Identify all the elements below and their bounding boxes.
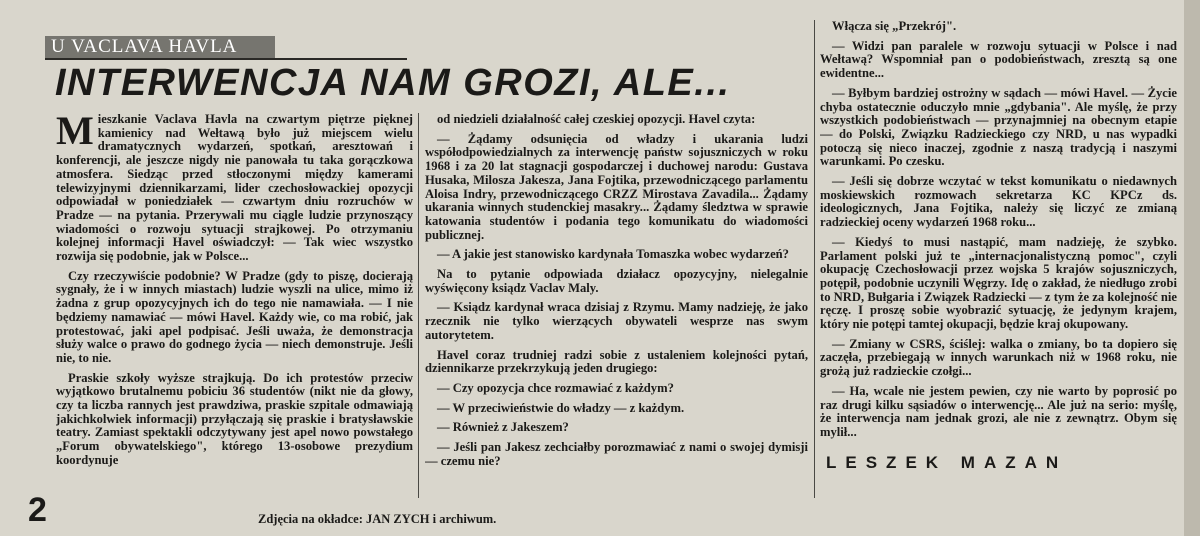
paragraph: Na to pytanie odpowiada działacz opozycyjny, nielegalnie wyświęcony ksiądz Vaclav Maly. xyxy=(425,267,808,295)
paragraph: Czy rzeczywiście podobnie? W Pradze (gdy to piszę, docierają sygnały, że i w innych miastach) ludzie wyszli na ulice, mimo iż żadna z grup opozycyjnych ich do tego nie namawiała. — I nie będziemy namawiać — mówi Havel. Każdy wie, co ma robić, jak protestować, jaki apel podpisać. Jeśli uważa, że demonstracja służy walce o prawo do godnego życia — niech demonstruje. Jeśli nie, to nie. xyxy=(56,268,413,365)
paragraph: Havel coraz trudniej radzi sobie z ustaleniem kolejności pytań, dziennikarze przekrzykują jeden drugiego: xyxy=(425,347,808,376)
paragraph: — W przeciwieństwie do władzy — z każdym. xyxy=(437,400,685,415)
author-signature: LESZEK MAZAN xyxy=(826,453,1068,472)
paragraph: — Byłbym bardziej ostrożny w sądach — mówi Havel. — Życie chyba ostatecznie oduczyło mnie „gdybania". Ale myślę, że przy wszystkich podobieństwach — przynajmniej na obecnym etapie — do Polski, Związku Radzieckiego czy NRD, u nas wypadki potoczą się nieco inaczej, zgodnie z naszą tradycją i naszymi warunkami. Po czesku. xyxy=(820,85,1177,169)
paragraph: — Żądamy odsunięcia od władzy i ukarania ludzi współodpowiedzialnych za interwencję państw sojuszniczych w roku 1968 i za 20 lat stagnacji gospodarczej i duchowej narodu: Gustava Husaka, Milosza Jakesza, Jana Fojtika, przewodniczącego parlamentu Aloisa Indry, przewodniczącego CRZZ Mirostava Zavadila... Żądamy ukarania winnych studenckiej masakry... Żądamy śledztwa w sprawie katowania studentów i podania tego komunikatu do wiadomości publicznej. xyxy=(425,131,808,242)
section-kicker: U VACLAVA HAVLA xyxy=(45,36,275,58)
lead-paragraph-text: ieszkanie Vaclava Havla na czwartym piętrze pięknej kamienicy nad Wełtawą było już miejscem wielu dramatycznych wydarzeń, spotkań, aresztowań i konferencji, ale jeszcze nigdy nie panowała tu taka gorączkowa atmosfera. Siedząc przed stłoczonymi między kamerami telewizyjnymi dziennikarzami, lider czechosłowackiej opozycji odpowiadał w poniedziałek — czwartym dniu rozruchów w Pradze — na pytania. Przerywali mu ciągle ludzie przynoszący wiadomości o rozwoju sytuacji strajkowej. Po otrzymaniu kolejnej informacji Havel oświadczył: — Tak wiec wszystko rozwija się podobnie, jak w Polsce... xyxy=(56,113,413,264)
paragraph: Włącza się „Przekrój". xyxy=(832,20,957,33)
article-headline: INTERWENCJA NAM GROZI, ALE... xyxy=(55,62,731,104)
photo-credit-caption: Zdjęcia na okładce: JAN ZYCH i archiwum. xyxy=(258,512,497,526)
paragraph: — Jeśli się dobrze wczytać w tekst komunikatu o niedawnych moskiewskich rozmowach sekretarza KC KPCz ds. ideologicznych, Jana Fojtika, należy się liczyć ze zmianą radzieckiej oceny wydarzeń 1968 roku... xyxy=(820,174,1177,230)
page-edge-shadow xyxy=(1184,0,1200,536)
paragraph: — Zmiany w CSRS, ściślej: walka o zmiany, bo ta dopiero się zaczęła, przebiegają w innych warunkach niż w 1968 roku, nie grożą już radzieckie czołgi... xyxy=(820,336,1177,379)
paragraph: Praskie szkoły wyższe strajkują. Do ich protestów przeciw wyjątkowo brutalnemu pobiciu 36 studentów (nikt nie da głowy, czy ta liczba rannych jest prawdziwa, praskie szpitale odmawiają jakichkolwiek informacji) przyłączają się praskie i bratysławskie teatry. Zamiast spektakli odczytywany jest apel nowo powstałego „Forum obywatelskiego", którego 13-osobowe prezydium koordynuje xyxy=(56,370,413,467)
drop-cap: M xyxy=(56,113,94,153)
paragraph: — Czy opozycja chce rozmawiać z każdym? xyxy=(437,380,674,395)
article-column-3 xyxy=(820,20,1177,455)
paragraph: — A jakie jest stanowisko kardynała Tomaszka wobec wydarzeń? xyxy=(437,247,789,262)
article-column-2 xyxy=(425,113,808,503)
article-column-1 xyxy=(56,113,413,503)
paragraph: — Jeśli pan Jakesz zechciałby porozmawiać z nami o swojej dymisji — czemu nie? xyxy=(425,440,808,468)
paragraph: — Ksiądz kardynał wraca dzisiaj z Rzymu. Mamy nadzieję, że jako rzecznik nie tylko wierzących obywateli wesprze nas swym autorytetem. xyxy=(425,300,808,342)
column-divider xyxy=(418,113,419,498)
lead-paragraph xyxy=(56,113,413,264)
paragraph: — Ha, wcale nie jestem pewien, czy nie warto by poprosić po raz drugi kilku sąsiadów o interwencję... Ale już na serio: myślę, że interwencja nam jednak grozi, ale nie z zewnątrz. Obym się mylił... xyxy=(820,383,1177,439)
column-divider xyxy=(814,20,815,498)
paragraph: — Również z Jakeszem? xyxy=(437,420,569,435)
paragraph: — Kiedyś to musi nastąpić, mam nadzieję, że szybko. Parlament polski już te „internacjonalistyczną pomoc", czyli okupację Czechosłowacji przez wojska 5 krajów sojuszniczych, potępił, podobnie uczynili Węgrzy. Idę o zakład, że niedługo zrobi to NRD, Bułgaria i Związek Radziecki — z tym że za kolejność nie ręczę. I proszę sobie wyobrazić sytuację, że jedynym krajem, który nie potępi tamtej okupacji, będzie kraj okupowany. xyxy=(820,234,1177,332)
paragraph: od niedzieli działalność całej czeskiej opozycji. Havel czyta: xyxy=(437,113,756,126)
page-number: 2 xyxy=(28,491,47,529)
paragraph: — Widzi pan paralele w rozwoju sytuacji w Polsce i nad Wełtawą? Wspomniał pan o podobieństwach, zresztą są one ewidentne... xyxy=(820,38,1177,81)
